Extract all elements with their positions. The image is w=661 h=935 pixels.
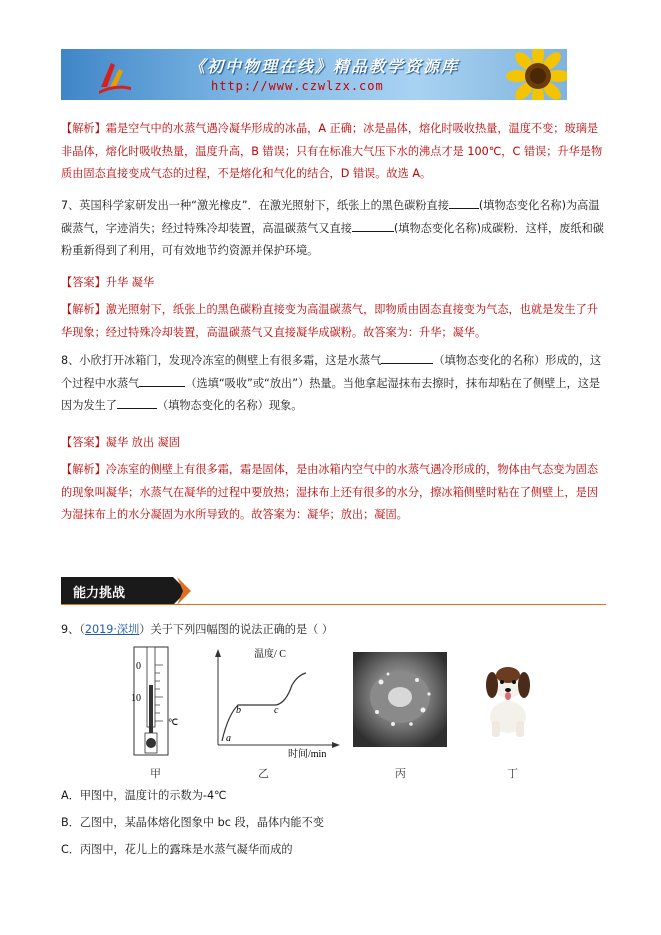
q7-text-2: (填物态变化名称)为高温碳蒸气，字迹消失；经过特殊冷却装置，高温碳蒸气又直接 <box>61 199 600 235</box>
q9-source[interactable]: 2019·深圳 <box>84 623 140 636</box>
q6-analysis: 【解析】霜是空气中的水蒸气遇冷凝华形成的冰晶，A 正确；冰是晶体，熔化时吸收热量，温度不变；玻璃是非晶体，熔化时吸收热量，温度升高，B 错误；只有在标准大气压下水的沸点才是 100℃，C 错误；升华是物质由固态直接变成气态的过程，不是熔化和气化的结合，D 错误。故选 A。 <box>61 122 603 180</box>
banner-url: http://www.czwlzx.com <box>211 79 384 93</box>
q9-option-c[interactable]: C．丙图中，花儿上的露珠是水蒸气凝华而成的 <box>61 843 293 856</box>
q8-analysis: 【解析】冷冻室的侧壁上有很多霜，霜是固体，是由冰箱内空气中的水蒸气遇冷形成的，物体由气态变为固态的现象叫凝华；水蒸气在凝华的过程中要放热；湿抹布上还有很多的水分，擦冰箱侧壁时粘在了侧壁上，是因为湿抹布上的水分凝固为水所导致的。故答案为：凝华；放出；凝固。 <box>61 463 599 521</box>
thermo-unit: ℃ <box>168 717 179 727</box>
q9-number: 9、 <box>61 623 80 636</box>
figure-label-bing: 丙 <box>395 767 406 780</box>
q8-text-4: （填物态变化的名称）现象。 <box>156 399 303 412</box>
thermo-tick-10: 10 <box>131 693 141 704</box>
graph-point-c: c <box>274 705 279 716</box>
q9-stem-text: 关于下列四幅图的说法正确的是（ ） <box>150 623 334 636</box>
q9-option-a[interactable]: A．甲图中，温度计的示数为-4℃ <box>61 789 227 802</box>
logo-icon <box>95 57 135 97</box>
q8-question <box>61 350 606 418</box>
q8-blank-2[interactable] <box>139 386 185 387</box>
section-divider <box>61 604 606 605</box>
q7-blank-1[interactable] <box>449 208 479 209</box>
q7-answer: 【答案】升华 凝华 <box>61 276 155 289</box>
sunflower-icon <box>493 49 567 100</box>
graph-point-b: b <box>236 705 241 716</box>
figure-label-yi: 乙 <box>258 767 269 780</box>
melting-graph-figure <box>206 645 346 760</box>
banner-title: 《初中物理在线》精品教学资源库 <box>189 57 460 76</box>
graph-x-label: 时间/min <box>288 749 327 760</box>
q9-stem: 9、（2019·深圳）关于下列四幅图的说法正确的是（ ） <box>61 623 334 636</box>
thermometer-figure <box>128 645 188 760</box>
dog-photo <box>478 655 538 740</box>
q7-blank-2[interactable] <box>352 231 394 232</box>
figure-label-ding: 丁 <box>507 767 518 780</box>
q8-text-1: 8、小欣打开冰箱门，发现冷冻室的侧壁上有很多霜，这是水蒸气 <box>61 354 382 367</box>
q7-question <box>61 195 606 263</box>
q8-text-3: （选填“吸收”或“放出”）热量。当他拿起湿抹布去擦时，抹布却粘在了侧壁上，这是因为发生了 <box>61 376 601 412</box>
dew-flower-photo <box>353 652 447 747</box>
figure-label-jia: 甲 <box>150 767 161 780</box>
section-title: 能力挑战 <box>73 586 126 601</box>
graph-y-label: 温度/ C <box>254 649 286 660</box>
header-banner <box>61 49 567 100</box>
q9-option-b[interactable]: B．乙图中，某晶体熔化图象中 bc 段，晶体内能不变 <box>61 816 324 829</box>
q8-answer: 【答案】凝华 放出 凝固 <box>61 436 180 449</box>
q8-blank-1[interactable] <box>381 363 433 364</box>
graph-point-a: a <box>226 733 231 744</box>
thermo-tick-0: 0 <box>136 661 141 672</box>
q7-text-1: 7、英国科学家研发出一种“激光橡皮”．在激光照射下，纸张上的黑色碳粉直接 <box>61 199 449 212</box>
q7-text-3: (填物态变化名称)成碳粉．这样，废纸和碳粉重新得到了利用，可有效地节约资源并保护环境。 <box>61 221 604 257</box>
q7-analysis: 【解析】激光照射下，纸张上的黑色碳粉直接变为高温碳蒸气，即物质由固态直接变为气态，也就是发生了升华现象；经过特殊冷却装置，高温碳蒸气又直接凝华成碳粉。故答案为：升华；凝华。 <box>61 303 599 339</box>
q8-text-2: （填物态变化的名称）形成的，这个过程中水蒸气 <box>61 354 602 390</box>
q8-blank-3[interactable] <box>117 408 157 409</box>
